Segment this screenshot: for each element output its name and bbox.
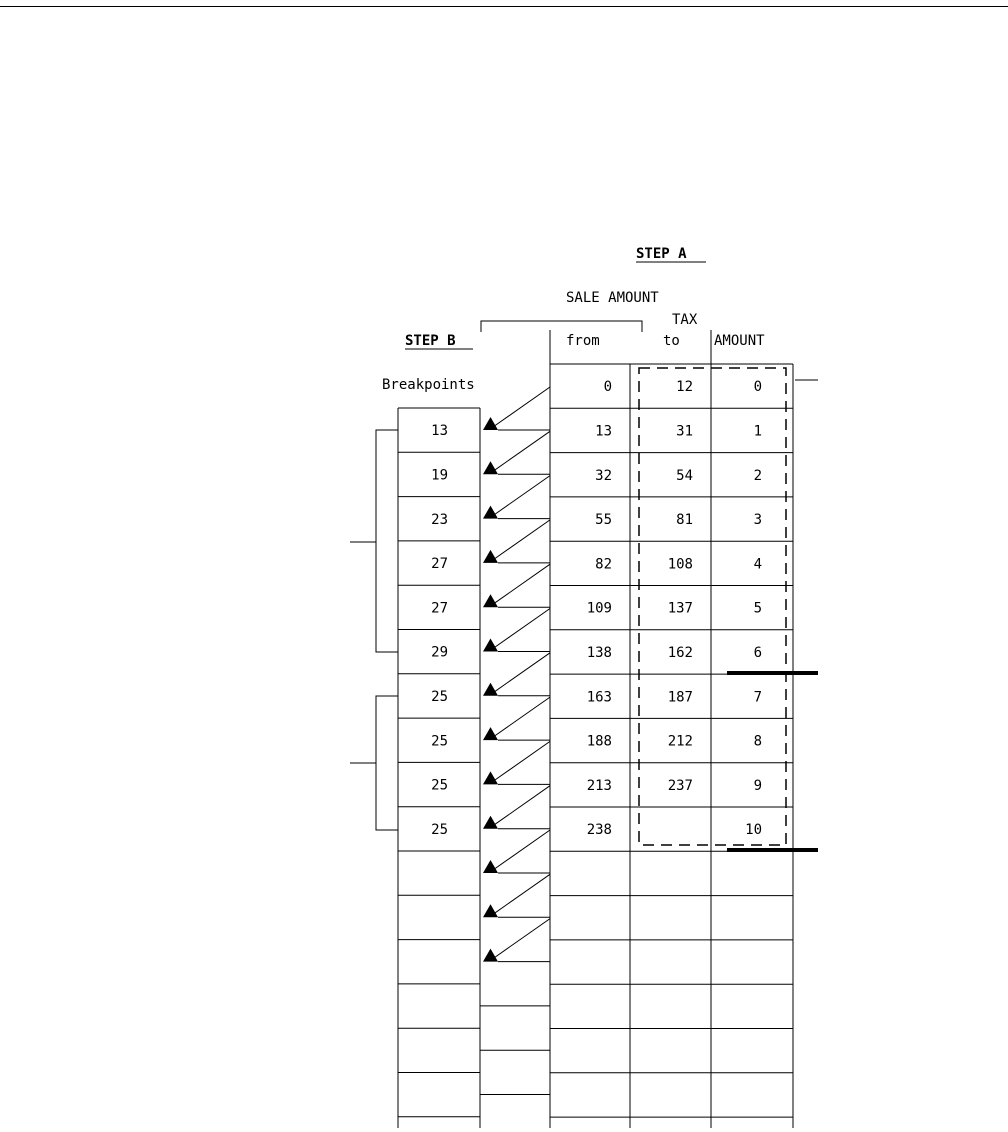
amount-cell: 5: [753, 600, 762, 617]
from-cell: 109: [586, 600, 612, 617]
arrow-diagonal: [493, 431, 550, 471]
amount-cell: 9: [753, 777, 762, 794]
arrow-head: [483, 860, 498, 873]
arrow-diagonal: [493, 476, 550, 516]
arrow-diagonal: [493, 874, 550, 914]
to-cell: 54: [676, 467, 693, 484]
from-cell: 82: [595, 556, 612, 573]
arrow-diagonal: [493, 697, 550, 737]
to-cell: 162: [667, 644, 693, 661]
arrow-head: [483, 727, 498, 740]
breakpoints-label: Breakpoints: [382, 377, 475, 393]
arrow-diagonal: [493, 609, 550, 649]
from-cell: 13: [595, 423, 612, 440]
from-cell: 0: [603, 379, 612, 396]
arrow-head: [483, 771, 498, 784]
breakpoint-cell: 13: [431, 423, 448, 440]
to-header: to: [663, 333, 680, 349]
to-cell: 237: [667, 777, 693, 794]
from-cell: 213: [586, 777, 612, 794]
to-cell: 212: [667, 733, 693, 750]
arrow-diagonal: [493, 387, 550, 427]
step-b-title: STEP B: [405, 333, 456, 349]
breakpoint-cell: 25: [431, 821, 448, 838]
sale-amount-header: SALE AMOUNT: [566, 290, 659, 306]
to-cell: 187: [667, 689, 693, 706]
from-cell: 55: [595, 512, 612, 529]
arrow-diagonal: [493, 564, 550, 604]
from-cell: 188: [586, 733, 612, 750]
arrow-head: [483, 461, 498, 474]
group-brackets: [350, 430, 398, 830]
arrow-head: [483, 417, 498, 430]
breakpoint-arrows: [480, 387, 550, 1095]
breakpoint-cell: 25: [431, 733, 448, 750]
table-cells: [431, 379, 762, 838]
to-cell: 108: [667, 556, 693, 573]
arrow-head: [483, 683, 498, 696]
breakpoint-cell: 19: [431, 467, 448, 484]
amount-cell: 0: [753, 379, 762, 396]
amount-cell: 2: [753, 467, 762, 484]
from-cell: 138: [586, 644, 612, 661]
amount-cell: 6: [753, 644, 762, 661]
arrow-head: [483, 506, 498, 519]
group-bracket-2: [376, 696, 398, 830]
amount-cell: 8: [753, 733, 762, 750]
to-cell: 81: [676, 512, 693, 529]
arrow-diagonal: [493, 830, 550, 870]
from-cell: 163: [586, 689, 612, 706]
to-cell: 31: [676, 423, 693, 440]
arrow-diagonal: [493, 919, 550, 959]
sale-amount-bracket: [481, 321, 642, 332]
amount-cell: 3: [753, 512, 762, 529]
to-cell: 12: [676, 379, 693, 396]
arrow-head: [483, 816, 498, 829]
arrow-head: [483, 594, 498, 607]
step-a-title: STEP A: [636, 246, 687, 262]
arrow-diagonal: [493, 786, 550, 826]
from-cell: 238: [586, 822, 612, 839]
amount-cell: 10: [745, 822, 762, 839]
arrow-head: [483, 904, 498, 917]
amount-cell: 7: [753, 689, 762, 706]
arrow-head: [483, 639, 498, 652]
breakpoint-cell: 27: [431, 600, 448, 617]
tax-header: TAX: [672, 312, 698, 328]
from-cell: 32: [595, 467, 612, 484]
from-header: from: [566, 333, 600, 349]
arrow-head: [483, 949, 498, 962]
breakpoint-cell: 25: [431, 688, 448, 705]
amount-cell: 4: [753, 556, 762, 573]
dashed-selection-box: [639, 368, 786, 845]
breakpoint-cell: 27: [431, 556, 448, 573]
breakpoint-cell: 29: [431, 644, 448, 661]
to-cell: 137: [667, 600, 693, 617]
arrow-head: [483, 550, 498, 563]
arrow-diagonal: [493, 653, 550, 693]
amount-header: AMOUNT: [714, 333, 765, 349]
breakpoint-cell: 23: [431, 511, 448, 528]
amount-cell: 1: [753, 423, 762, 440]
table-grid: [398, 330, 793, 1128]
arrow-diagonal: [493, 520, 550, 560]
group-bracket-1: [376, 430, 398, 652]
arrow-diagonal: [493, 741, 550, 781]
breakpoint-cell: 25: [431, 777, 448, 794]
